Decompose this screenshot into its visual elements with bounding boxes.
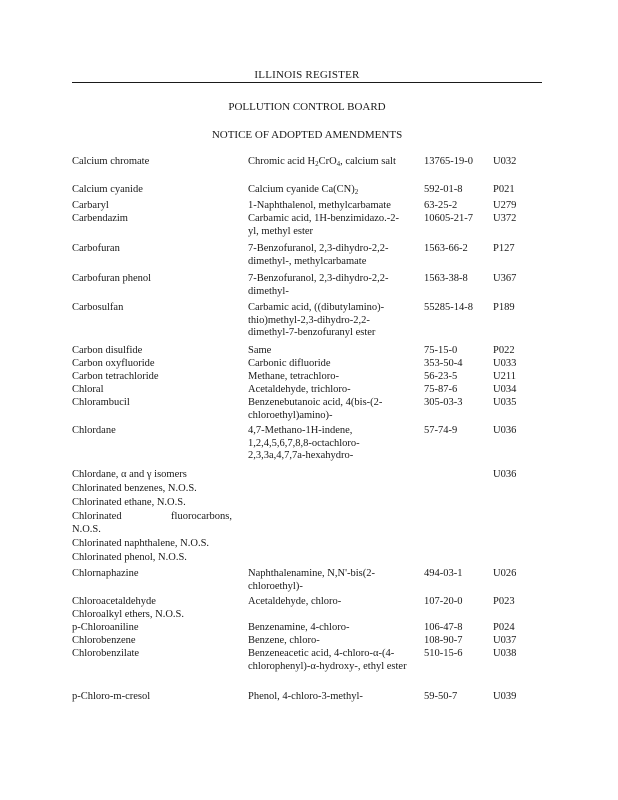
cas-number: 353-50-4 xyxy=(424,358,463,369)
waste-code: U033 xyxy=(493,358,517,369)
chemical-name: Chlornaphazine xyxy=(72,568,139,579)
chemical-synonym: Phenol, 4-chloro-3-methyl- xyxy=(248,691,363,702)
cas-number: 108-90-7 xyxy=(424,635,463,646)
cas-number: 55285-14-8 xyxy=(424,302,473,313)
cas-number: 75-87-6 xyxy=(424,384,458,395)
chemical-name: Calcium chromate xyxy=(72,156,150,167)
cas-number: 56-23-5 xyxy=(424,371,458,382)
chemical-name: Chlorobenzene xyxy=(72,635,136,646)
waste-code: U034 xyxy=(493,384,517,395)
cas-number: 592-01-8 xyxy=(424,184,463,195)
chemical-name: Chlorambucil xyxy=(72,397,130,408)
waste-code: U211 xyxy=(493,371,516,382)
table-row xyxy=(72,397,552,425)
chemical-name: Carbendazim xyxy=(72,213,128,224)
cas-number: 494-03-1 xyxy=(424,568,463,579)
chemical-synonym: Benzenebutanoic acid, 4(bis-(2-chloroethyl)amino)- xyxy=(248,397,383,421)
table-row xyxy=(72,552,552,567)
chemical-name: Carbaryl xyxy=(72,200,109,211)
table-row xyxy=(72,511,552,538)
chemical-synonym: 1-Naphthalenol, methylcarbamate xyxy=(248,200,391,211)
chemical-name: p-Chloro-m-cresol xyxy=(72,691,151,702)
waste-code: U372 xyxy=(493,213,517,224)
chemical-synonym: Same xyxy=(248,345,272,356)
chemical-synonym: Chromic acid $H_2CrO_4$, calcium salt xyxy=(248,156,396,168)
table-row xyxy=(72,273,552,302)
waste-code: U036 xyxy=(493,425,517,436)
table-row xyxy=(72,609,552,622)
waste-code: U037 xyxy=(493,635,517,646)
waste-code: P127 xyxy=(493,243,515,254)
chemical-synonym: Benzenamine, 4-chloro- xyxy=(248,622,350,633)
chemical-synonym: Carbamic acid, ((dibutylamino)-thio)methyl-2,3-dihydro-2,2-dimethyl-7-benzofuranyl ester xyxy=(248,302,385,339)
table-row xyxy=(72,345,552,358)
cas-number: 10605-21-7 xyxy=(424,213,473,224)
chemical-synonym: Methane, tetrachloro- xyxy=(248,371,339,382)
chemical-name: Calcium cyanide xyxy=(72,184,143,195)
chemical-name: Chloral xyxy=(72,384,104,395)
cas-number: 75-15-0 xyxy=(424,345,458,356)
cas-number: 1563-38-8 xyxy=(424,273,468,284)
cas-number: 106-47-8 xyxy=(424,622,463,633)
chemical-synonym: Benzeneacetic acid, 4-chloro-α-(4-chlorophenyl)-α-hydroxy-, ethyl ester xyxy=(248,648,407,672)
waste-code: U038 xyxy=(493,648,517,659)
table-row xyxy=(72,469,552,483)
table-row xyxy=(72,371,552,384)
table-row xyxy=(72,691,552,704)
table-row xyxy=(72,635,552,648)
chemical-name: Chlorinated fluorocarbons, xyxy=(72,511,232,522)
chemical-synonym: Carbamic acid, 1H-benzimidazo.-2-yl, methyl ester xyxy=(248,213,400,237)
chemical-synonym: 4,7-Methano-1H-indene, 1,2,4,5,6,7,8,8-octachloro-2,3,3a,4,7,7a-hexahydro- xyxy=(248,425,360,462)
waste-code: P189 xyxy=(493,302,515,313)
cas-number: 107-20-0 xyxy=(424,596,463,607)
board-title: POLLUTION CONTROL BOARD xyxy=(228,101,386,113)
chemical-name: Carbon disulfide xyxy=(72,345,143,356)
table-row xyxy=(72,243,552,273)
register-header: ILLINOIS REGISTER xyxy=(72,68,542,83)
chemical-name: Carbofuran phenol xyxy=(72,273,152,284)
table-row xyxy=(72,184,552,200)
chemical-table xyxy=(72,156,552,704)
waste-code: U279 xyxy=(493,200,517,211)
table-row xyxy=(72,648,552,691)
table-row xyxy=(72,425,552,469)
waste-code: U035 xyxy=(493,397,517,408)
chemical-name: Chlorinated benzenes, N.O.S. xyxy=(72,483,197,494)
chemical-synonym: 7-Benzofuranol, 2,3-dihydro-2,2-dimethyl- xyxy=(248,273,389,297)
chemical-synonym: Acetaldehyde, trichloro- xyxy=(248,384,351,395)
chemical-synonym: Naphthalenamine, N,N'-bis(2-chloroethyl)- xyxy=(248,568,375,592)
waste-code: U039 xyxy=(493,691,517,702)
table-row xyxy=(72,622,552,635)
waste-code: U032 xyxy=(493,156,517,167)
chemical-synonym: Acetaldehyde, chloro- xyxy=(248,596,342,607)
cas-number: 13765-19-0 xyxy=(424,156,473,167)
table-row xyxy=(72,213,552,243)
table-row xyxy=(72,483,552,497)
chemical-name: Carbofuran xyxy=(72,243,120,254)
table-row xyxy=(72,200,552,213)
waste-code: P021 xyxy=(493,184,515,195)
chemical-name-cont: N.O.S. xyxy=(72,524,101,535)
waste-code: U026 xyxy=(493,568,517,579)
chemical-synonym: Carbonic difluoride xyxy=(248,358,331,369)
chemical-name: Carbon oxyfluoride xyxy=(72,358,155,369)
chemical-name: Chloroalkyl ethers, N.O.S. xyxy=(72,609,184,620)
cas-number: 305-03-3 xyxy=(424,397,463,408)
table-row xyxy=(72,538,552,552)
table-row xyxy=(72,568,552,596)
chemical-synonym: Calcium cyanide $Ca(CN)_2$ xyxy=(248,184,359,196)
table-row xyxy=(72,156,552,181)
table-row xyxy=(72,596,552,609)
cas-number: 1563-66-2 xyxy=(424,243,468,254)
chemical-synonym: 7-Benzofuranol, 2,3-dihydro-2,2-dimethyl-, methylcarbamate xyxy=(248,243,389,267)
chemical-name: p-Chloroaniline xyxy=(72,622,139,633)
cas-number: 63-25-2 xyxy=(424,200,458,211)
cas-number: 510-15-6 xyxy=(424,648,463,659)
chemical-name: Carbosulfan xyxy=(72,302,124,313)
cas-number: 59-50-7 xyxy=(424,691,458,702)
chemical-name: Chlordane xyxy=(72,425,116,436)
waste-code: P023 xyxy=(493,596,515,607)
chemical-name: Chlorinated ethane, N.O.S. xyxy=(72,497,186,508)
chemical-name: Chlorinated phenol, N.O.S. xyxy=(72,552,187,563)
cas-number: 57-74-9 xyxy=(424,425,458,436)
chemical-name: Carbon tetrachloride xyxy=(72,371,159,382)
notice-title: NOTICE OF ADOPTED AMENDMENTS xyxy=(211,129,403,141)
chemical-name: Chlorobenzilate xyxy=(72,648,140,659)
waste-code: P022 xyxy=(493,345,515,356)
waste-code: P024 xyxy=(493,622,515,633)
waste-code: U367 xyxy=(493,273,517,284)
waste-code: U036 xyxy=(493,469,517,480)
chemical-name: Chlordane, α and γ isomers xyxy=(72,469,187,480)
chemical-name: Chloroacetaldehyde xyxy=(72,596,156,607)
chemical-synonym: Benzene, chloro- xyxy=(248,635,320,646)
table-row xyxy=(72,384,552,397)
chemical-name: Chlorinated naphthalene, N.O.S. xyxy=(72,538,210,549)
table-row xyxy=(72,358,552,371)
table-row xyxy=(72,497,552,511)
table-row xyxy=(72,302,552,345)
